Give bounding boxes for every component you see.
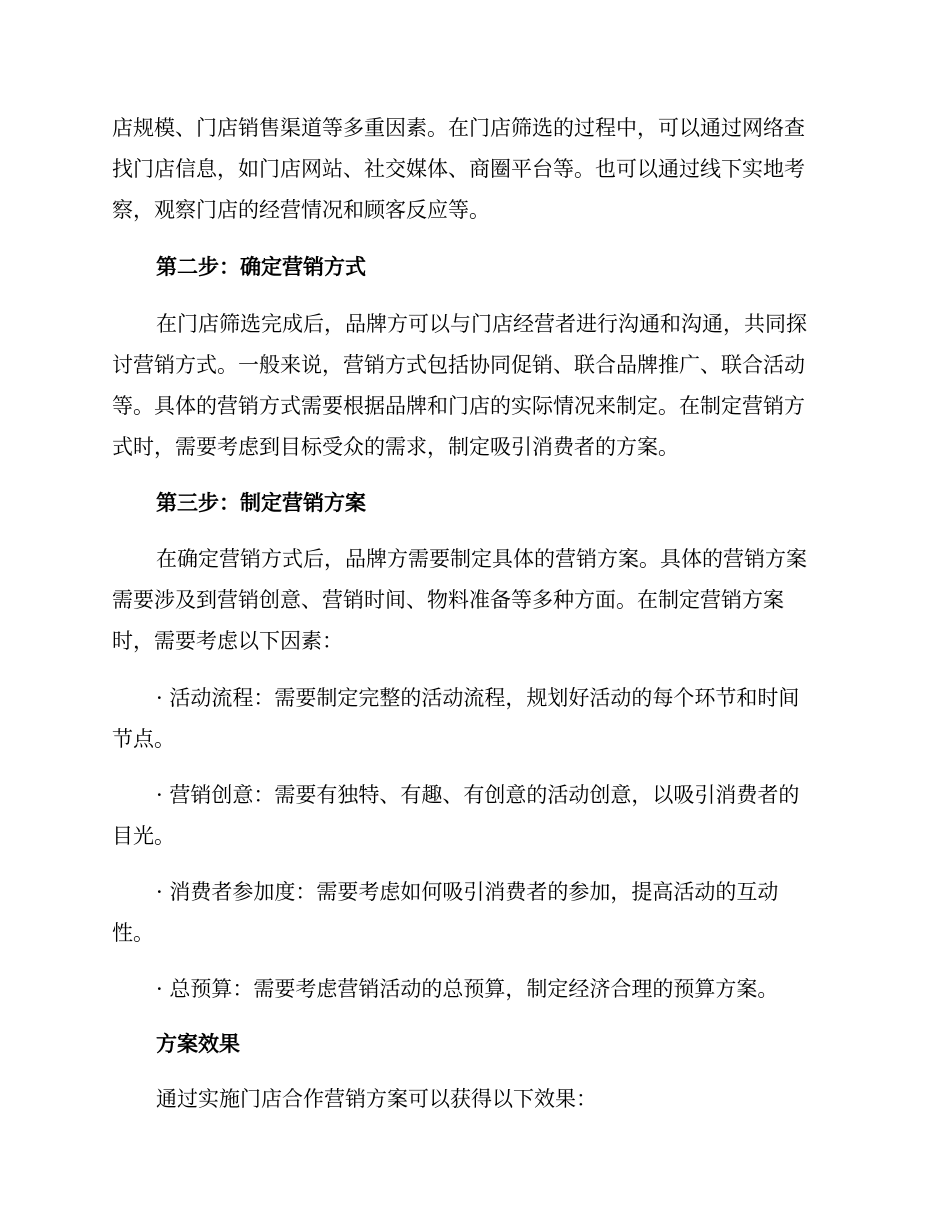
paragraph-line: 式时，需要考虑到目标受众的需求，制定吸引消费者的方案。 (112, 435, 679, 459)
section-heading-step2: 第二步：确定营销方式 (156, 254, 366, 279)
paragraph-line: 等。具体的营销方式需要根据品牌和门店的实际情况来制定。在制定营销方 (112, 394, 805, 418)
bullet-item-continuation: 目光。 (112, 824, 175, 848)
paragraph-line: 找门店信息，如门店网站、社交媒体、商圈平台等。也可以通过线下实地考 (112, 157, 805, 181)
section-heading-effects: 方案效果 (156, 1031, 240, 1056)
paragraph-line: 通过实施门店合作营销方案可以获得以下效果： (156, 1087, 597, 1111)
bullet-item-continuation: 节点。 (112, 727, 175, 751)
paragraph-line: 在确定营销方式后，品牌方需要制定具体的营销方案。具体的营销方案 (156, 547, 807, 571)
paragraph-line: 在门店筛选完成后，品牌方可以与门店经营者进行沟通和沟通，共同探 (156, 312, 807, 336)
paragraph-line: 店规模、门店销售渠道等多重因素。在门店筛选的过程中，可以通过网络查 (112, 116, 805, 140)
paragraph-line: 时，需要考虑以下因素： (112, 629, 343, 653)
paragraph-line: 讨营销方式。一般来说，营销方式包括协同促销、联合品牌推广、联合活动 (112, 353, 805, 377)
paragraph-line: 察，观察门店的经营情况和顾客反应等。 (112, 198, 490, 222)
section-heading-step3: 第三步：制定营销方案 (156, 490, 366, 515)
bullet-item-activity-flow: · 活动流程：需要制定完整的活动流程，规划好活动的每个环节和时间 (156, 686, 800, 710)
bullet-item-participation: · 消费者参加度：需要考虑如何吸引消费者的参加，提高活动的互动 (156, 880, 779, 904)
bullet-item-marketing-idea: · 营销创意：需要有独特、有趣、有创意的活动创意，以吸引消费者的 (156, 783, 800, 807)
bullet-item-budget: · 总预算：需要考虑营销活动的总预算，制定经济合理的预算方案。 (156, 977, 779, 1001)
paragraph-line: 需要涉及到营销创意、营销时间、物料准备等多种方面。在制定营销方案 (112, 588, 784, 612)
bullet-item-continuation: 性。 (112, 921, 154, 945)
